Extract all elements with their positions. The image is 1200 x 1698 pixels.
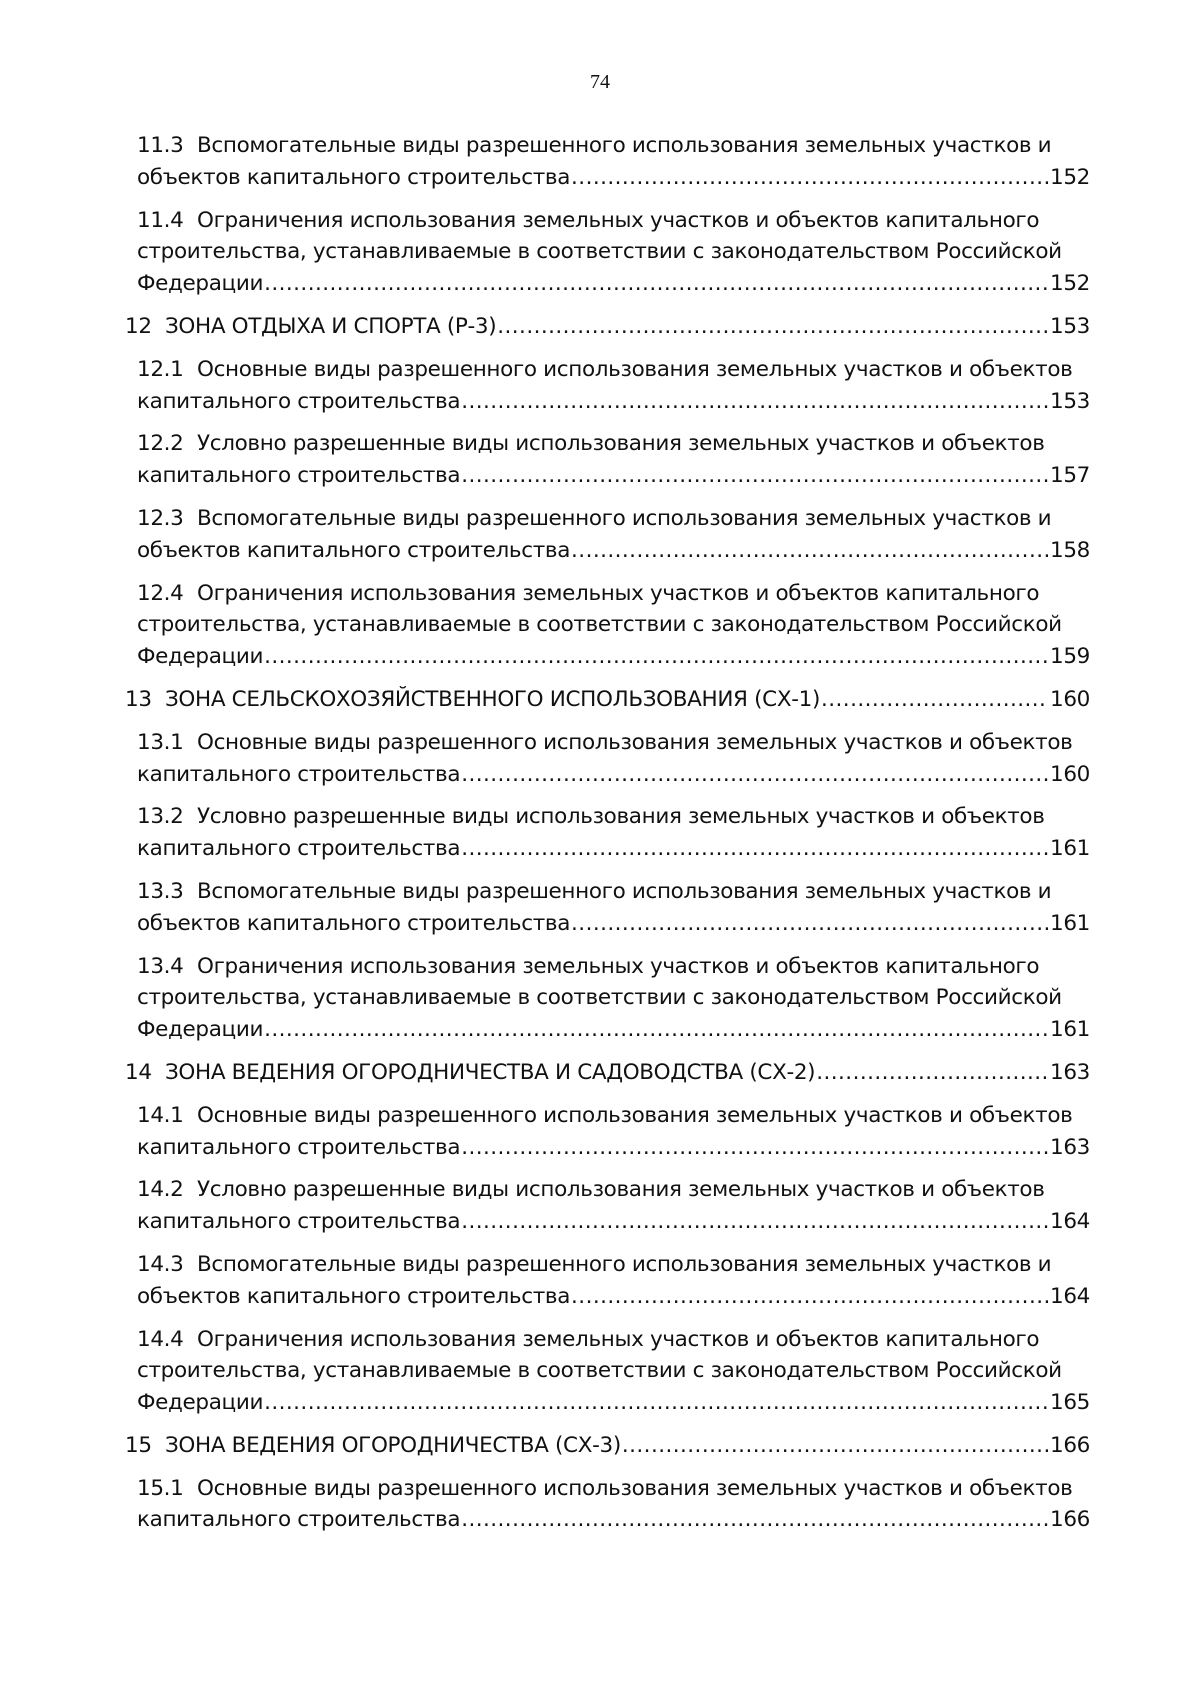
toc-entry-line xyxy=(137,205,1090,237)
toc-entry-text xyxy=(137,641,263,673)
toc-entry-text xyxy=(137,985,1062,1010)
toc-page-number[interactable]: 161 xyxy=(1050,910,1090,936)
toc-entry-title: капитального строительства xyxy=(137,463,461,489)
dot-leader xyxy=(264,1014,1048,1046)
dot-leader xyxy=(264,268,1048,300)
toc-entry-line xyxy=(137,727,1090,759)
toc-page-number[interactable]: 153 xyxy=(1050,313,1090,339)
toc-entry-text xyxy=(137,506,1051,531)
toc-subsection-entry[interactable] xyxy=(137,578,1090,673)
toc-entry-title: Основные виды разрешенного использования земельных участков и объектов xyxy=(197,1475,1073,1501)
toc-entry-last-line xyxy=(125,311,1090,343)
toc-entry-title: объектов капитального строительства xyxy=(137,164,571,190)
toc-section-entry[interactable] xyxy=(125,311,1090,343)
toc-entry-title: ЗОНА СЕЛЬСКОХОЗЯЙСТВЕННОГО ИСПОЛЬЗОВАНИЯ (СХ-1) xyxy=(165,686,820,712)
toc-entry-text xyxy=(137,1281,570,1313)
toc-entry-text xyxy=(125,311,496,343)
toc-subsection-entry[interactable] xyxy=(137,801,1090,865)
toc-entry-line xyxy=(137,1473,1090,1505)
toc-entry-title: строительства, устанавливаемые в соответствии с законодательством Российской xyxy=(137,985,1062,1011)
toc-entry-title: Вспомогательные виды разрешенного использования земельных участков и xyxy=(197,133,1052,158)
toc-entry-title: капитального строительства xyxy=(137,1134,461,1160)
toc-entry-number: 14.1 xyxy=(137,1102,184,1128)
toc-entry-text xyxy=(137,1358,1062,1383)
toc-entry-text xyxy=(137,833,460,865)
toc-entry-last-line xyxy=(137,759,1090,791)
toc-entry-number: 13.3 xyxy=(137,878,184,904)
toc-subsection-entry[interactable] xyxy=(137,354,1090,418)
toc-entry-text xyxy=(137,1132,460,1164)
toc-entry-text xyxy=(137,1476,1072,1501)
dot-leader xyxy=(571,908,1048,940)
toc-entry-title: ЗОНА ОТДЫХА И СПОРТА (Р-3) xyxy=(165,313,497,339)
toc-entry-last-line xyxy=(137,460,1090,492)
toc-entry-title: ЗОНА ВЕДЕНИЯ ОГОРОДНИЧЕСТВА И САДОВОДСТВА (СХ-2) xyxy=(165,1059,816,1085)
toc-page-number[interactable]: 164 xyxy=(1050,1209,1090,1235)
toc-entry-number: 14.4 xyxy=(137,1326,184,1352)
toc-subsection-entry[interactable] xyxy=(137,503,1090,567)
toc-page-number[interactable]: 160 xyxy=(1050,686,1090,712)
toc-entry-title: строительства, устанавливаемые в соответствии с законодательством Российской xyxy=(137,1358,1062,1384)
toc-page-number[interactable]: 161 xyxy=(1050,1017,1090,1043)
toc-entry-text xyxy=(137,357,1072,382)
toc-subsection-entry[interactable] xyxy=(137,428,1090,492)
toc-entry-text xyxy=(137,431,1045,456)
toc-page-number[interactable]: 164 xyxy=(1050,1283,1090,1309)
toc-entry-number: 14.3 xyxy=(137,1251,184,1277)
toc-subsection-entry[interactable] xyxy=(137,205,1090,300)
toc-subsection-entry[interactable] xyxy=(137,727,1090,791)
toc-entry-line xyxy=(137,236,1090,268)
toc-entry-title: объектов капитального строительства xyxy=(137,910,571,936)
toc-entry-number: 11.4 xyxy=(137,207,184,233)
toc-entry-number: 13.4 xyxy=(137,953,184,979)
toc-entry-title: Федерации xyxy=(137,271,264,297)
toc-entry-text xyxy=(137,162,570,194)
toc-entry-last-line xyxy=(137,386,1090,418)
toc-entry-number: 13.1 xyxy=(137,729,184,755)
toc-entry-title: капитального строительства xyxy=(137,836,461,862)
toc-entry-text xyxy=(137,208,1039,233)
toc-entry-title: Вспомогательные виды разрешенного использования земельных участков и xyxy=(197,1251,1052,1277)
toc-entry-title: Основные виды разрешенного использования земельных участков и объектов xyxy=(197,356,1073,382)
toc-entry-title: объектов капитального строительства xyxy=(137,537,571,563)
toc-entry-text xyxy=(125,684,820,716)
toc-entry-text xyxy=(137,268,263,300)
toc-entry-text xyxy=(137,535,570,567)
toc-entry-last-line xyxy=(137,908,1090,940)
dot-leader xyxy=(461,1206,1048,1238)
table-of-contents xyxy=(125,130,1090,1547)
toc-entry-line xyxy=(137,1100,1090,1132)
toc-entry-last-line xyxy=(137,1504,1090,1536)
toc-entry-title: Ограничения использования земельных участков и объектов капитального xyxy=(197,207,1040,233)
toc-entry-last-line xyxy=(137,1014,1090,1046)
toc-entry-title: капитального строительства xyxy=(137,761,461,787)
toc-subsection-entry[interactable] xyxy=(137,951,1090,1046)
toc-page-number[interactable]: 166 xyxy=(1050,1507,1090,1533)
toc-entry-text xyxy=(137,239,1062,264)
toc-entry-text xyxy=(137,1206,460,1238)
dot-leader xyxy=(816,1057,1048,1089)
toc-entry-title: строительства, устанавливаемые в соответствии с законодательством Российской xyxy=(137,612,1062,638)
toc-subsection-entry[interactable] xyxy=(137,1249,1090,1313)
toc-entry-line xyxy=(137,609,1090,641)
dot-leader xyxy=(461,1504,1048,1536)
toc-page-number[interactable]: 157 xyxy=(1050,463,1090,489)
toc-entry-last-line xyxy=(137,1132,1090,1164)
toc-page-number[interactable]: 153 xyxy=(1050,388,1090,414)
toc-entry-line xyxy=(137,1355,1090,1387)
toc-entry-line xyxy=(137,578,1090,610)
toc-entry-text xyxy=(137,1014,263,1046)
toc-entry-last-line xyxy=(137,641,1090,673)
toc-entry-line xyxy=(137,982,1090,1014)
toc-entry-text xyxy=(137,1252,1051,1277)
toc-entry-title: Федерации xyxy=(137,644,264,670)
toc-page-number[interactable]: 166 xyxy=(1050,1432,1090,1458)
toc-entry-last-line xyxy=(137,1206,1090,1238)
toc-subsection-entry[interactable] xyxy=(137,130,1090,194)
toc-entry-text xyxy=(137,386,460,418)
toc-entry-number: 12 xyxy=(125,313,152,339)
toc-entry-last-line xyxy=(125,684,1090,716)
toc-page-number[interactable]: 158 xyxy=(1050,537,1090,563)
toc-entry-text xyxy=(125,1430,621,1462)
toc-entry-title: Условно разрешенные виды использования земельных участков и объектов xyxy=(197,804,1045,830)
toc-entry-last-line xyxy=(137,1281,1090,1313)
toc-entry-line xyxy=(137,503,1090,535)
toc-entry-last-line xyxy=(137,535,1090,567)
dot-leader xyxy=(571,162,1048,194)
toc-entry-number: 15 xyxy=(125,1432,152,1458)
dot-leader xyxy=(497,311,1048,343)
toc-page-number[interactable]: 160 xyxy=(1050,761,1090,787)
dot-leader xyxy=(264,1387,1048,1419)
toc-entry-line xyxy=(137,951,1090,983)
toc-entry-text xyxy=(137,804,1045,829)
toc-entry-line xyxy=(137,801,1090,833)
toc-entry-title: Вспомогательные виды разрешенного использования земельных участков и xyxy=(197,878,1052,904)
dot-leader xyxy=(461,759,1048,791)
toc-entry-text xyxy=(137,1103,1072,1128)
toc-subsection-entry[interactable] xyxy=(137,1174,1090,1238)
dot-leader xyxy=(461,386,1048,418)
toc-entry-line xyxy=(137,1324,1090,1356)
toc-entry-title: Основные виды разрешенного использования земельных участков и объектов xyxy=(197,1102,1073,1128)
dot-leader xyxy=(571,535,1048,567)
toc-entry-text xyxy=(137,1327,1039,1352)
toc-entry-title: капитального строительства xyxy=(137,1507,461,1533)
toc-page-number[interactable]: 163 xyxy=(1050,1059,1090,1085)
toc-entry-line xyxy=(137,1174,1090,1206)
toc-section-entry[interactable] xyxy=(125,684,1090,716)
toc-entry-text xyxy=(137,581,1039,606)
toc-entry-number: 13.2 xyxy=(137,804,184,830)
toc-page-number[interactable]: 152 xyxy=(1050,271,1090,297)
dot-leader xyxy=(264,641,1048,673)
toc-entry-line xyxy=(137,354,1090,386)
toc-entry-title: Ограничения использования земельных участков и объектов капитального xyxy=(197,580,1040,606)
toc-entry-text xyxy=(137,879,1051,904)
toc-page-number[interactable]: 152 xyxy=(1050,164,1090,190)
toc-entry-title: Ограничения использования земельных участков и объектов капитального xyxy=(197,953,1040,979)
toc-entry-text xyxy=(137,730,1072,755)
toc-entry-line xyxy=(137,130,1090,162)
dot-leader xyxy=(821,684,1048,716)
toc-entry-title: ЗОНА ВЕДЕНИЯ ОГОРОДНИЧЕСТВА (СХ-3) xyxy=(165,1432,621,1458)
toc-entry-text xyxy=(137,133,1051,158)
toc-entry-last-line xyxy=(137,268,1090,300)
dot-leader xyxy=(461,1132,1048,1164)
toc-entry-number: 14 xyxy=(125,1059,152,1085)
toc-subsection-entry[interactable] xyxy=(137,1324,1090,1419)
toc-page-number[interactable]: 163 xyxy=(1050,1134,1090,1160)
toc-page-number[interactable]: 165 xyxy=(1050,1390,1090,1416)
toc-entry-text xyxy=(137,1177,1045,1202)
toc-entry-number: 12.1 xyxy=(137,356,184,382)
toc-entry-text xyxy=(137,1387,263,1419)
dot-leader xyxy=(461,833,1048,865)
toc-entry-text xyxy=(137,759,460,791)
toc-entry-title: Федерации xyxy=(137,1390,264,1416)
toc-entry-text xyxy=(137,612,1062,637)
toc-entry-title: Условно разрешенные виды использования земельных участков и объектов xyxy=(197,1177,1045,1203)
page-number: 74 xyxy=(590,71,610,93)
toc-page-number[interactable]: 159 xyxy=(1050,644,1090,670)
toc-subsection-entry[interactable] xyxy=(137,1100,1090,1164)
toc-entry-number: 12.2 xyxy=(137,431,184,457)
toc-entry-line xyxy=(137,428,1090,460)
toc-entry-number: 12.4 xyxy=(137,580,184,606)
toc-section-entry[interactable] xyxy=(125,1057,1090,1089)
toc-entry-last-line xyxy=(137,833,1090,865)
toc-entry-text xyxy=(137,954,1039,979)
toc-entry-line xyxy=(137,876,1090,908)
toc-entry-number: 11.3 xyxy=(137,133,184,158)
dot-leader xyxy=(461,460,1048,492)
toc-entry-title: Вспомогательные виды разрешенного использования земельных участков и xyxy=(197,505,1052,531)
toc-entry-text xyxy=(125,1057,815,1089)
toc-entry-text xyxy=(137,908,570,940)
toc-subsection-entry[interactable] xyxy=(137,1473,1090,1537)
toc-entry-number: 12.3 xyxy=(137,505,184,531)
toc-entry-title: Условно разрешенные виды использования земельных участков и объектов xyxy=(197,431,1045,457)
toc-entry-line xyxy=(137,1249,1090,1281)
toc-section-entry[interactable] xyxy=(125,1430,1090,1462)
toc-entry-title: Федерации xyxy=(137,1017,264,1043)
toc-entry-title: объектов капитального строительства xyxy=(137,1283,571,1309)
toc-entry-title: строительства, устанавливаемые в соответствии с законодательством Российской xyxy=(137,239,1062,265)
dot-leader xyxy=(571,1281,1048,1313)
toc-entry-last-line xyxy=(137,1387,1090,1419)
toc-entry-title: капитального строительства xyxy=(137,388,461,414)
toc-entry-last-line xyxy=(137,162,1090,194)
toc-entry-title: капитального строительства xyxy=(137,1209,461,1235)
toc-entry-text xyxy=(137,1504,460,1536)
toc-entry-last-line xyxy=(125,1057,1090,1089)
toc-entry-title: Ограничения использования земельных участков и объектов капитального xyxy=(197,1326,1040,1352)
toc-entry-last-line xyxy=(125,1430,1090,1462)
toc-entry-number: 15.1 xyxy=(137,1475,184,1501)
toc-entry-number: 14.2 xyxy=(137,1177,184,1203)
toc-entry-title: Основные виды разрешенного использования земельных участков и объектов xyxy=(197,729,1073,755)
toc-page-number[interactable]: 161 xyxy=(1050,836,1090,862)
toc-entry-number: 13 xyxy=(125,686,152,712)
dot-leader xyxy=(622,1430,1048,1462)
toc-subsection-entry[interactable] xyxy=(137,876,1090,940)
toc-entry-text xyxy=(137,460,460,492)
